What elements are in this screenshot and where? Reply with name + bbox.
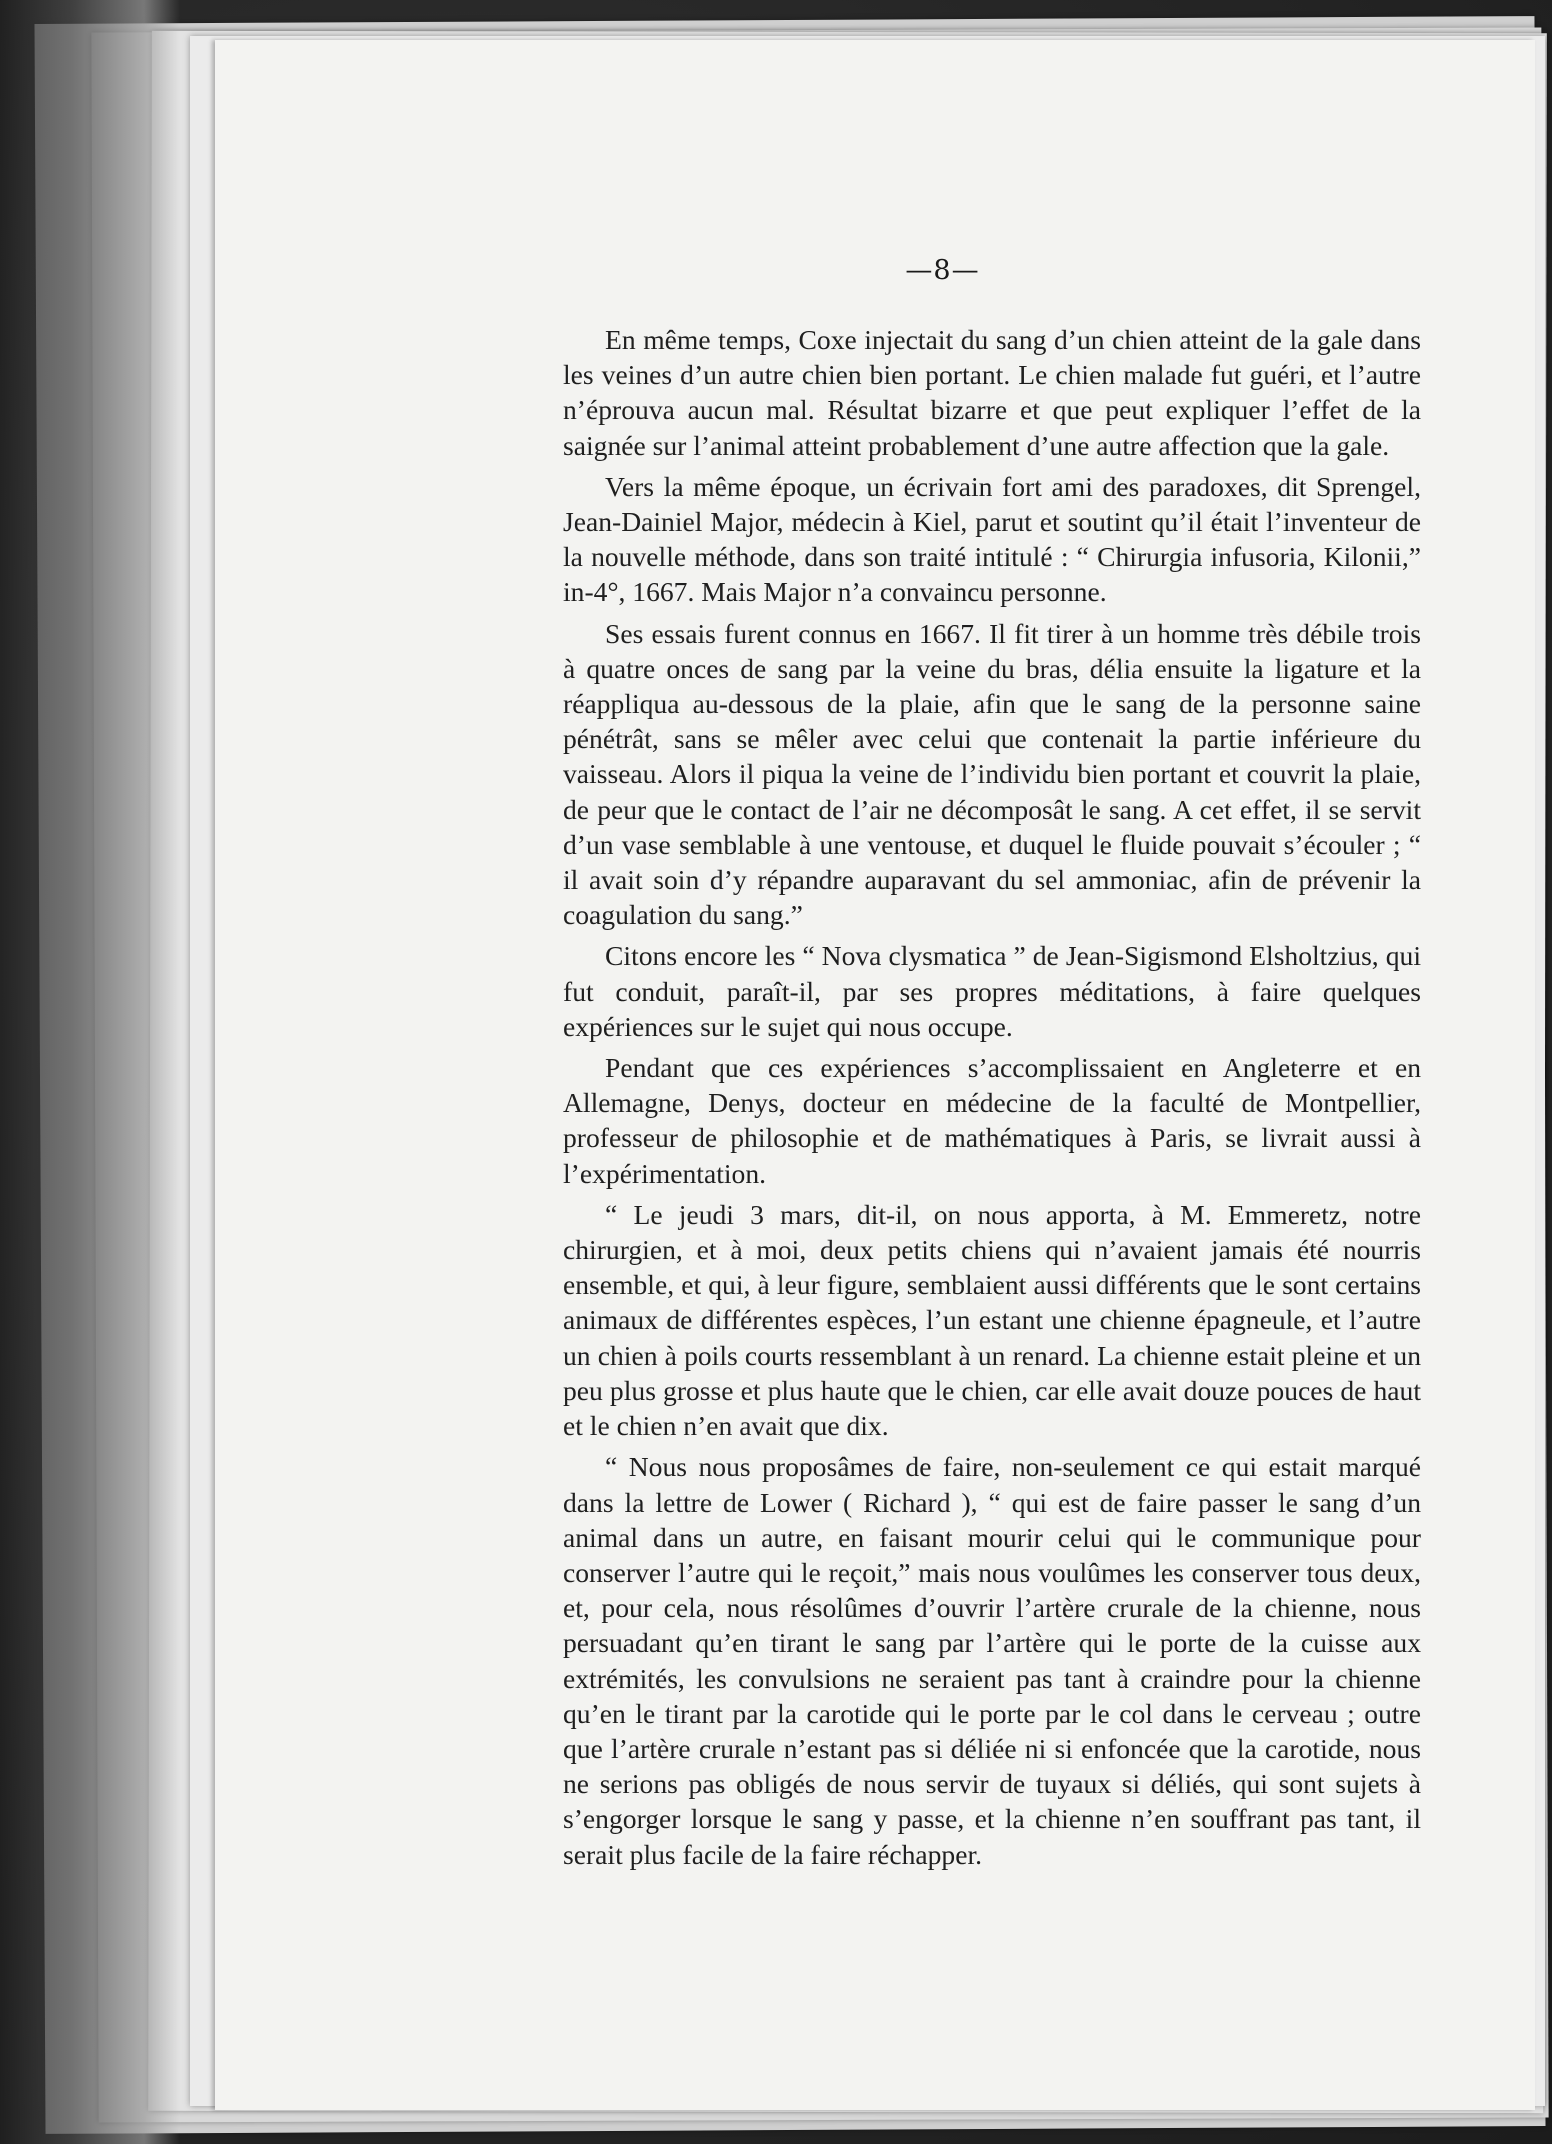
page-number: —8— (905, 255, 980, 286)
book-page (215, 40, 1535, 2110)
paragraph: En même temps, Coxe injectait du sang d’un chien atteint de la gale dans les veines d’un autre chien bien portant. Le chien malade fut guéri, et l’autre n’éprouva aucun mal. Résultat bizarre et que peut expliquer l’effet de la saignée sur l’animal atteint probablement d’une autre affection que la gale. (563, 324, 1421, 461)
paragraph: Citons encore les “ Nova clysmatica ” de Jean-Sigismond Elsholtzius, qui fut conduit, paraît-il, par ses propres méditations, à faire quelques expériences sur le sujet qui nous occupe. (563, 940, 1421, 1042)
paragraph: Vers la même époque, un écrivain fort ami des paradoxes, dit Sprengel, Jean-Dainiel Major, médecin à Kiel, parut et soutint qu’il était l’inventeur de la nouvelle méthode, dans son traité intitulé : “ Chirurgia infusoria, Kilonii,” in-4°, 1667. Mais Major n’a convaincu personne. (563, 470, 1421, 608)
paragraph: Ses essais furent connus en 1667. Il fit tirer à un homme très débile trois à quatre onces de sang par la veine du bras, délia ensuite la ligature et la réappliqua au-dessous de la plaie, afin que le sang de la personne saine pénétrât, sans se mêler avec celui que contenait la partie inférieure du vaisseau. Alors il piqua la veine de l’individu bien portant et couvrit la plaie, de peur que le contact de l’air ne décomposât le sang. A cet effet, il se servit d’un vase semblable à une ventouse, et duquel le fluide pouvait s’écouler ; “ il avait soin d’y répandre auparavant du sel ammoniac, afin de prévenir la coagulation du sang.” (563, 617, 1421, 931)
paragraph: Pendant que ces expériences s’accomplissaient en Angleterre et en Allemagne, Denys, docteur en médecine de la faculté de Montpellier, professeur de philosophie et de mathématiques à Paris, se livrait aussi à l’expérimentation. (563, 1052, 1421, 1189)
body-text (563, 322, 1421, 1878)
binding-shadow (0, 0, 180, 2144)
paragraph: “ Le jeudi 3 mars, dit-il, on nous apporta, à M. Emmeretz, notre chirurgien, et à moi, deux petits chiens qui n’avaient jamais été nourris ensemble, et qui, à leur figure, semblaient aussi différents que le sont certains animaux de différentes espèces, l’un estant une chienne épagneule, et l’autre un chien à poils courts ressemblant à un renard. La chienne estait pleine et un peu plus grosse et plus haute que le chien, car elle avait douze pouces de haut et le chien n’en avait que dix. (563, 1198, 1421, 1442)
paragraph: “ Nous nous proposâmes de faire, non-seulement ce qui estait marqué dans la lettre de Lower ( Richard ), “ qui est de faire passer le sang d’un animal dans un autre, en faisant mourir celui qui le communique pour conserver l’autre qui le reçoit,” mais nous voulûmes les conserver tous deux, et, pour cela, nous résolûmes d’ouvrir l’artère crurale de la chienne, nous persuadant qu’en tirant le sang par l’artère qui le porte de la cuisse aux extrémités, les convulsions ne seraient pas tant à craindre pour la chienne qu’en le tirant par la carotide qui le porte par le col dans le cerveau ; outre que l’artère crurale n’estant pas si déliée ni si enfoncée que la carotide, nous ne serions pas obligés de nous servir de tuyaux si déliés, qui sont sujets à s’engorger lorsque le sang y passe, et la chienne n’en souffrant pas tant, il serait plus facile de la faire réchapper. (563, 1451, 1421, 1870)
